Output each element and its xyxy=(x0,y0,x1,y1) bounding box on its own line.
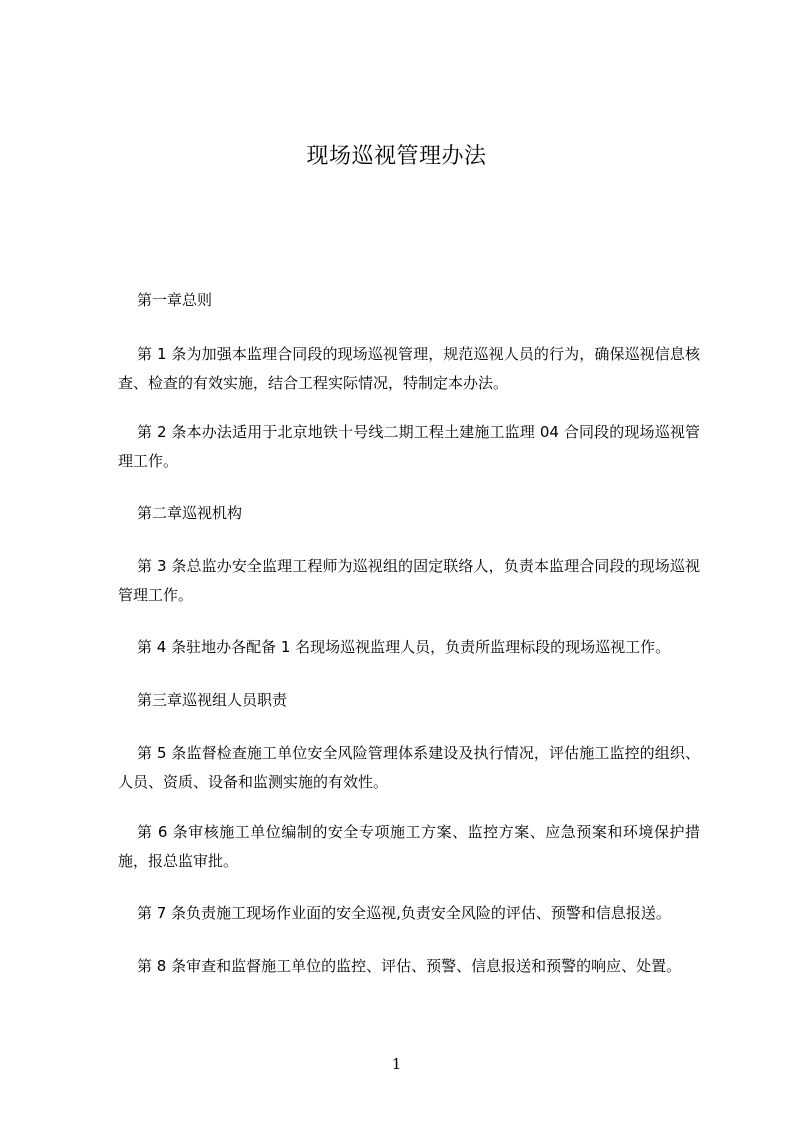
document-title: 现场巡视管理办法 xyxy=(306,144,487,169)
chapter-heading-3: 第三章巡视组人员职责 xyxy=(137,691,288,709)
article-1: 第 1 条为加强本监理合同段的现场巡视管理，规范巡视人员的行为，确保巡视信息核查、检查的有效实施，结合工程实际情况，特制定本办法。 xyxy=(118,345,700,392)
chapter-heading-1: 第一章总则 xyxy=(137,291,213,309)
article-4: 第 4 条驻地办各配备 1 名现场巡视监理人员，负责所监理标段的现场巡视工作。 xyxy=(137,638,671,656)
article-6: 第 6 条审核施工单位编制的安全专项施工方案、监控方案、应急预案和环境保护措施，报总监审批。 xyxy=(118,823,700,870)
page-number: 1 xyxy=(391,1055,402,1073)
article-7: 第 7 条负责施工现场作业面的安全巡视,负责安全风险的评估、预警和信息报送。 xyxy=(137,904,671,922)
article-3: 第 3 条总监办安全监理工程师为巡视组的固定联络人，负责本监理合同段的现场巡视管理工作。 xyxy=(118,557,700,604)
article-5: 第 5 条监督检查施工单位安全风险管理体系建设及执行情况，评估施工监控的组织、人员、资质、设备和监测实施的有效性。 xyxy=(118,744,700,791)
chapter-heading-2: 第二章巡视机构 xyxy=(137,504,243,522)
article-2: 第 2 条本办法适用于北京地铁十号线二期工程土建施工监理 04 合同段的现场巡视管理工作。 xyxy=(118,423,700,470)
article-8: 第 8 条审查和监督施工单位的监控、评估、预警、信息报送和预警的响应、处置。 xyxy=(137,957,682,975)
